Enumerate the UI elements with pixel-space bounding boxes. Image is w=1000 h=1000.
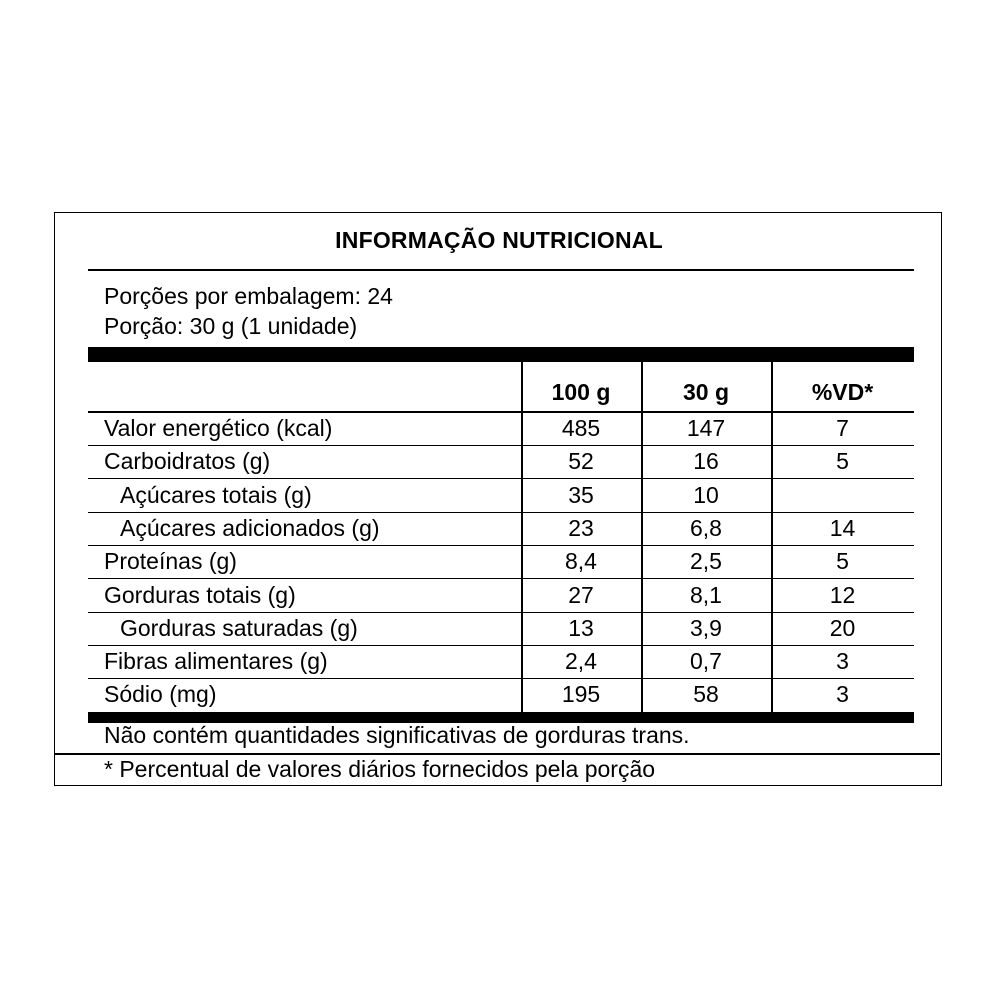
value-vd: 5 [836, 548, 849, 575]
nutrient-name: Proteínas (g) [104, 548, 237, 575]
value-vd: 20 [829, 614, 856, 641]
label-title: INFORMAÇÃO NUTRICIONAL [335, 227, 663, 253]
nutrient-name: Fibras alimentares (g) [104, 648, 328, 675]
nutrient-name: Gorduras saturadas (g) [120, 614, 358, 641]
nutrient-name: Sódio (mg) [104, 681, 217, 708]
value-vd: 12 [829, 581, 856, 608]
nutrient-name: Açúcares adicionados (g) [120, 514, 380, 541]
value-vd: 14 [829, 514, 856, 541]
value-vd: 3 [836, 648, 849, 675]
vd-note: * Percentual de valores diários fornecidos pela porção [104, 756, 656, 782]
value-per-100g: 52 [568, 448, 594, 475]
value-per-serving: 147 [686, 415, 726, 441]
value-per-serving: 0,7 [690, 648, 722, 675]
serving-size: Porção: 30 g (1 unidade) [104, 313, 358, 339]
table-row [88, 646, 914, 679]
value-vd: 7 [836, 415, 849, 441]
value-per-serving: 2,5 [690, 548, 722, 575]
servings-per-package: Porções por embalagem: 24 [104, 283, 393, 309]
nutrient-name: Carboidratos (g) [104, 448, 271, 475]
value-per-serving: 16 [693, 448, 719, 475]
value-per-100g: 485 [561, 415, 601, 441]
table-row [88, 513, 914, 546]
value-vd: 5 [836, 448, 849, 475]
trans-fat-note: Não contém quantidades significativas de gorduras trans. [104, 722, 690, 748]
value-per-100g: 27 [568, 581, 594, 608]
table-row [88, 546, 914, 579]
nutrition-facts-label [54, 212, 942, 786]
value-per-100g: 23 [568, 514, 594, 541]
title-divider [88, 269, 914, 271]
table-row [88, 580, 914, 613]
value-per-100g: 2,4 [565, 648, 597, 675]
column-header-serving: 30 g [682, 379, 730, 405]
table-row [88, 613, 914, 646]
table-row [88, 446, 914, 479]
footnote-divider [55, 753, 940, 755]
value-per-serving: 6,8 [690, 514, 722, 541]
thick-divider-top [88, 347, 914, 362]
nutrient-name: Gorduras totais (g) [104, 581, 296, 608]
column-header-vd: %VD* [811, 379, 874, 405]
value-per-100g: 35 [568, 481, 594, 508]
value-vd: 3 [836, 681, 849, 708]
value-per-100g: 13 [568, 614, 594, 641]
table-row [88, 679, 914, 712]
table-row [88, 413, 914, 446]
value-per-serving: 10 [693, 481, 719, 508]
nutrient-name: Valor energético (kcal) [104, 415, 333, 441]
value-per-100g: 8,4 [565, 548, 597, 575]
value-per-serving: 58 [693, 681, 719, 708]
value-per-serving: 8,1 [690, 581, 722, 608]
value-per-100g: 195 [561, 681, 601, 708]
value-per-serving: 3,9 [690, 614, 722, 641]
nutrient-name: Açúcares totais (g) [120, 481, 312, 508]
table-row [88, 480, 914, 513]
column-header-100g: 100 g [551, 379, 611, 405]
